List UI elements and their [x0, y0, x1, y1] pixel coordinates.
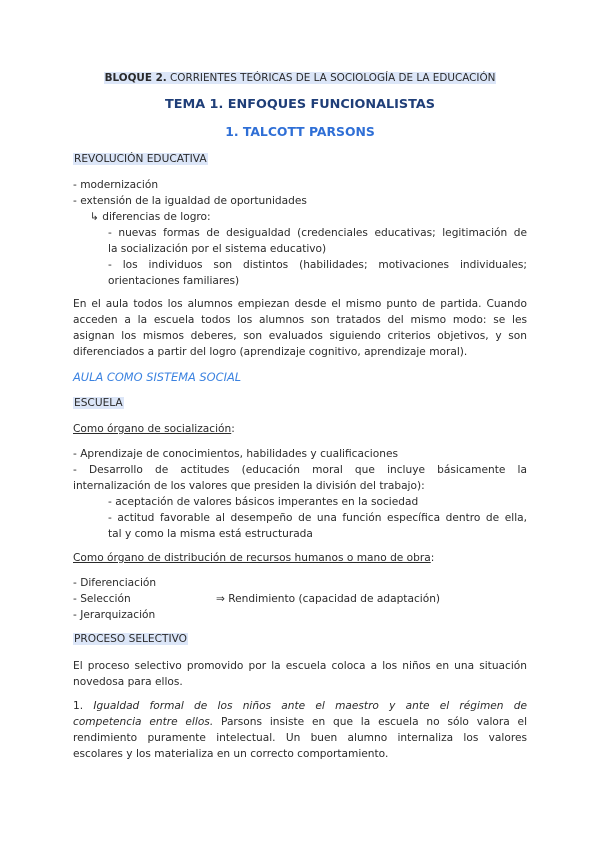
- list-item: la socialización por el sistema educativo): [108, 243, 327, 255]
- paragraph-line: asignan los mismos deberes, son evaluados siguiendo criterios objetivos, y son: [73, 330, 527, 342]
- list-item: - Aprendizaje de conocimientos, habilidades y cualificaciones: [73, 448, 398, 460]
- list-item: - aceptación de valores básicos imperantes en la sociedad: [108, 496, 419, 508]
- tema-title: TEMA 1. ENFOQUES FUNCIONALISTAS: [164, 97, 435, 112]
- paragraph-line: diferenciados a partir del logro (aprendizaje cognitivo, aprendizaje moral).: [73, 346, 468, 358]
- rendimiento-note: ⇒ Rendimiento (capacidad de adaptación): [216, 593, 441, 605]
- list-item: - Diferenciación: [73, 577, 157, 589]
- point1-line-2: competencia entre ellos. Parsons insiste en que la escuela no sólo valora el: [73, 716, 528, 728]
- revolucion-heading: REVOLUCIÓN EDUCATIVA: [74, 153, 207, 165]
- point1-line-1: 1. Igualdad formal de los niños ante el maestro y ante el régimen de: [73, 700, 527, 712]
- paragraph-line: En el aula todos los alumnos empiezan desde el mismo punto de partida. Cuando: [73, 298, 527, 310]
- aula-heading: AULA COMO SISTEMA SOCIAL: [73, 370, 242, 384]
- list-item: orientaciones familiares): [108, 275, 240, 287]
- list-item: tal y como la misma está estructurada: [108, 528, 313, 540]
- list-item: ↳ diferencias de logro:: [90, 211, 211, 223]
- paragraph-line: acceden a la escuela todos los alumnos son tratados del mismo modo: se les: [73, 314, 527, 326]
- bloque-line: [0, 70, 600, 86]
- bloque-title: CORRIENTES TEÓRICAS DE LA SOCIOLOGÍA DE LA EDUCACIÓN: [166, 72, 496, 84]
- list-item: - Desarrollo de actitudes (educación moral que incluye básicamente la: [73, 464, 527, 476]
- socializacion-heading: Como órgano de socialización:: [73, 423, 235, 435]
- list-item: internalización de los valores que presiden la división del trabajo):: [73, 480, 425, 492]
- paragraph-line: El proceso selectivo promovido por la escuela coloca a los niños en una situación: [73, 660, 527, 672]
- list-item: - los individuos son distintos (habilidades; motivaciones individuales;: [108, 259, 527, 271]
- proceso-heading: PROCESO SELECTIVO: [74, 633, 188, 645]
- paragraph-line: rendimiento puramente intelectual. Un buen alumno internaliza los valores: [73, 732, 527, 744]
- list-item: - actitud favorable al desempeño de una función específica dentro de ella,: [108, 512, 527, 524]
- parsons-subtitle: 1. TALCOTT PARSONS: [225, 124, 375, 139]
- list-item: - nuevas formas de desigualdad (credenciales educativas; legitimación de: [108, 227, 527, 239]
- paragraph-line: novedosa para ellos.: [73, 676, 183, 688]
- list-item: - extensión de la igualdad de oportunidades: [73, 195, 307, 207]
- list-item: - Selección: [73, 593, 131, 605]
- escuela-heading: ESCUELA: [74, 397, 123, 409]
- bloque-label: BLOQUE 2.: [104, 72, 167, 84]
- distribucion-heading: Como órgano de distribución de recursos humanos o mano de obra:: [73, 552, 435, 564]
- list-item: - modernización: [73, 179, 159, 191]
- paragraph-line: escolares y los materializa en un correcto comportamiento.: [73, 748, 389, 760]
- list-item: - Jerarquización: [73, 609, 156, 621]
